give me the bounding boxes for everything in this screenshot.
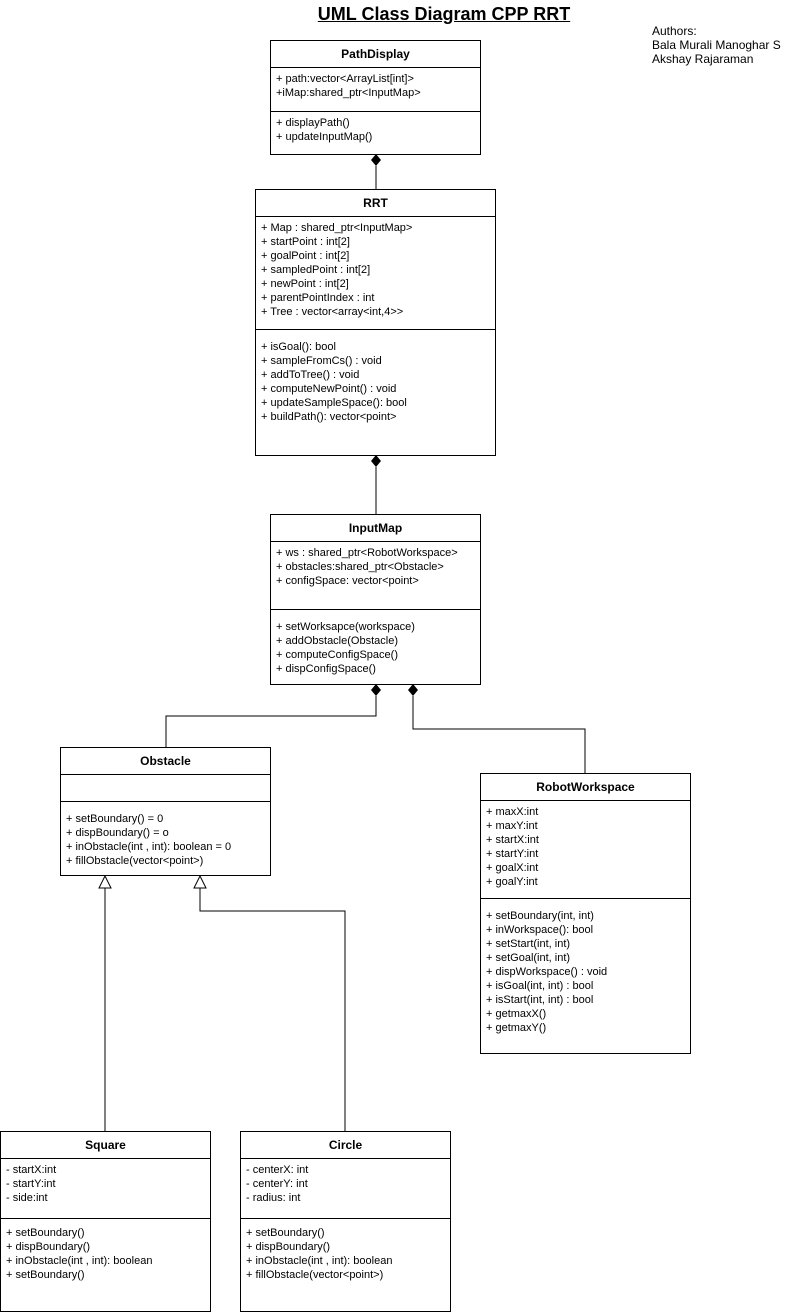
operation: + isGoal(): bool xyxy=(261,341,336,353)
operation: + setGoal(int, int) xyxy=(486,952,571,964)
attribute: - centerX: int xyxy=(246,1164,309,1176)
class-rrt xyxy=(255,189,496,456)
operation: + inObstacle(int , int): boolean xyxy=(6,1255,153,1267)
attribute: + goalPoint : int[2] xyxy=(261,250,350,262)
operation: + buildPath(): vector<point> xyxy=(261,411,397,423)
attribute: - centerY: int xyxy=(246,1178,308,1190)
attribute: + startPoint : int[2] xyxy=(261,236,350,248)
attribute: + maxX:int xyxy=(486,806,539,818)
attributes-section xyxy=(241,1159,450,1219)
attribute: + parentPointIndex : int xyxy=(261,292,375,304)
class-pathdisplay xyxy=(270,40,481,155)
operation: + isStart(int, int) : bool xyxy=(486,994,594,1006)
class-name: Square xyxy=(1,1132,210,1159)
inheritance-arrow-circle xyxy=(194,876,206,888)
class-obstacle xyxy=(60,747,271,876)
operation: + dispBoundary() xyxy=(6,1241,91,1253)
author-name: Akshay Rajaraman xyxy=(652,52,754,66)
attribute: + startX:int xyxy=(486,834,539,846)
class-circle xyxy=(240,1131,451,1312)
operation: + sampleFromCs() : void xyxy=(261,355,382,367)
operation: + computeNewPoint() : void xyxy=(261,383,397,395)
operation: + inObstacle(int , int): boolean = 0 xyxy=(66,841,232,853)
attribute: +iMap:shared_ptr<InputMap> xyxy=(276,87,421,99)
operation: + inWorkspace(): bool xyxy=(486,924,594,936)
diagram-title: UML Class Diagram CPP RRT xyxy=(317,4,571,24)
attribute: + newPoint : int[2] xyxy=(261,278,349,290)
operation: + dispBoundary() = o xyxy=(66,827,169,839)
composition-diamond-inputmap-obstacle xyxy=(371,684,381,696)
author-name: Bala Murali Manoghar S xyxy=(652,38,781,52)
operations-section xyxy=(271,112,480,154)
operation: + updateSampleSpace(): bool xyxy=(261,397,407,409)
operations-section xyxy=(1,1219,210,1311)
class-name: Obstacle xyxy=(61,748,270,775)
attribute: + goalX:int xyxy=(486,862,539,874)
attribute: + Tree : vector<array<int,4>> xyxy=(261,306,404,318)
attribute: + path:vector<ArrayList[int]> xyxy=(276,73,414,85)
operation: + inObstacle(int , int): boolean xyxy=(246,1255,393,1267)
class-name: RRT xyxy=(256,190,495,217)
class-square xyxy=(0,1131,211,1312)
attributes-section xyxy=(1,1159,210,1219)
operation: + updateInputMap() xyxy=(276,131,373,143)
operation: + dispBoundary() xyxy=(246,1241,331,1253)
operation: + dispConfigSpace() xyxy=(276,663,376,675)
inheritance-arrow-square xyxy=(99,876,111,888)
operations-section xyxy=(241,1219,450,1311)
operation: + setBoundary() = 0 xyxy=(66,813,164,825)
attribute: + ws : shared_ptr<RobotWorkspace> xyxy=(276,547,458,559)
operation: + isGoal(int, int) : bool xyxy=(486,980,594,992)
composition-line-inputmap-obstacle xyxy=(166,696,376,747)
class-name: InputMap xyxy=(271,515,480,542)
attribute: - side:int xyxy=(6,1192,48,1204)
attribute: - startY:int xyxy=(6,1178,56,1190)
operation: + setBoundary() xyxy=(246,1227,325,1239)
operation: + addObstacle(Obstacle) xyxy=(276,635,398,647)
operation: + setWorksapce(workspace) xyxy=(276,621,415,633)
operation: + addToTree() : void xyxy=(261,369,360,381)
attribute: + startY:int xyxy=(486,848,539,860)
composition-diamond-inputmap-robotworkspace xyxy=(408,684,418,696)
operations-section xyxy=(256,330,495,455)
class-inputmap xyxy=(270,514,481,685)
operation: + setBoundary(int, int) xyxy=(486,910,594,922)
operation: + setBoundary() xyxy=(6,1269,85,1281)
operation: + setBoundary() xyxy=(6,1227,85,1239)
attribute: + Map : shared_ptr<InputMap> xyxy=(261,222,413,234)
class-name: PathDisplay xyxy=(271,41,480,68)
attributes-section xyxy=(61,775,270,802)
operation: + dispWorkspace() : void xyxy=(486,966,608,978)
composition-diamond-rrt xyxy=(371,455,381,467)
inheritance-line-circle xyxy=(200,888,345,1131)
attribute: + goalY:int xyxy=(486,876,538,888)
class-name: RobotWorkspace xyxy=(481,774,690,801)
attributes-section xyxy=(481,801,690,899)
class-name: Circle xyxy=(241,1132,450,1159)
operation: + getmaxY() xyxy=(486,1022,547,1034)
operation: + fillObstacle(vector<point>) xyxy=(66,855,204,867)
attribute: + maxY:int xyxy=(486,820,538,832)
composition-line-inputmap-robotworkspace xyxy=(413,696,585,773)
attributes-section xyxy=(271,68,480,112)
operation: + computeConfigSpace() xyxy=(276,649,398,661)
attribute: + obstacles:shared_ptr<Obstacle> xyxy=(276,561,444,573)
operations-section xyxy=(481,899,690,1053)
operation: + setStart(int, int) xyxy=(486,938,571,950)
attribute: - startX:int xyxy=(6,1164,57,1176)
operation: + fillObstacle(vector<point>) xyxy=(246,1269,384,1281)
composition-diamond-pathdisplay xyxy=(371,154,381,166)
authors-heading: Authors: xyxy=(652,24,697,38)
attribute: + sampledPoint : int[2] xyxy=(261,264,371,276)
attribute: + configSpace: vector<point> xyxy=(276,575,419,587)
attributes-section xyxy=(271,542,480,610)
attribute: - radius: int xyxy=(246,1192,301,1204)
class-robotworkspace xyxy=(480,773,691,1054)
operation: + displayPath() xyxy=(276,117,350,129)
operation: + getmaxX() xyxy=(486,1008,547,1020)
operations-section xyxy=(271,610,480,684)
operations-section xyxy=(61,802,270,875)
attributes-section xyxy=(256,217,495,330)
